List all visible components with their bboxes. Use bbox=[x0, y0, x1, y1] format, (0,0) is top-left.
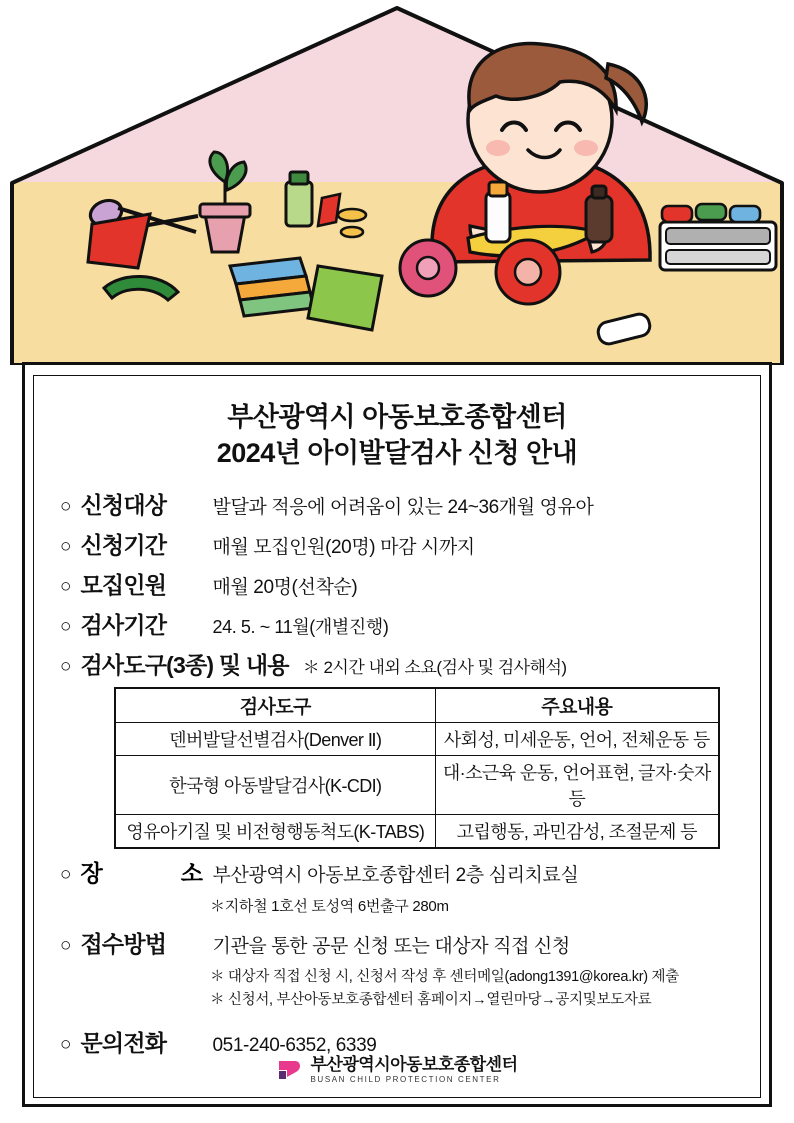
test-tools-table bbox=[114, 687, 720, 849]
flower-craft-icon bbox=[400, 240, 456, 296]
label-place-right: 소 bbox=[180, 860, 203, 887]
stacked-paper-icon bbox=[230, 258, 314, 316]
value-capacity: 매월 20명(선착순) bbox=[212, 577, 358, 599]
row-capacity bbox=[60, 567, 734, 600]
col-header-tool: 검사도구 bbox=[115, 688, 435, 723]
label-place bbox=[80, 855, 202, 888]
circle-bullet-icon: ○ bbox=[60, 656, 72, 678]
illustration-header bbox=[0, 0, 794, 365]
note-place-directions: ＊지하철 1호선 토성역 6번출구 280m bbox=[210, 898, 449, 916]
center-logo bbox=[34, 1056, 760, 1085]
label-capacity: 모집인원 bbox=[80, 572, 167, 599]
cell-tool: 한국형 아동발달검사(K-CDI) bbox=[115, 756, 435, 815]
wall-shape bbox=[14, 8, 780, 186]
info-card bbox=[22, 362, 772, 1107]
value-apply-method: 기관을 통한 공문 신청 또는 대상자 직접 신청 bbox=[212, 936, 570, 958]
flower-craft-icon-2 bbox=[496, 240, 560, 304]
circle-bullet-icon: ○ bbox=[60, 864, 72, 886]
row-place bbox=[60, 855, 734, 888]
circle-bullet-icon: ○ bbox=[60, 935, 72, 957]
logo-mark-icon bbox=[277, 1059, 303, 1081]
detail-rows bbox=[54, 487, 740, 1058]
row-apply-period bbox=[60, 527, 734, 560]
table-row bbox=[115, 723, 719, 756]
cell-content: 사회성, 미세운동, 언어, 전체운동 등 bbox=[435, 723, 719, 756]
title-line-1: 부산광역시 아동보호종합센터 bbox=[227, 402, 567, 432]
circle-bullet-icon: ○ bbox=[60, 496, 72, 518]
logo-name-english: BUSAN CHILD PROTECTION CENTER bbox=[310, 1075, 501, 1085]
row-test-period bbox=[60, 607, 734, 640]
cell-content: 고립행동, 과민감성, 조절문제 등 bbox=[435, 815, 719, 849]
col-header-content: 주요내용 bbox=[435, 688, 719, 723]
row-apply-method bbox=[60, 926, 734, 959]
label-contact: 문의전화 bbox=[80, 1030, 167, 1057]
row-test-tools bbox=[60, 647, 734, 680]
table-header-row bbox=[115, 688, 719, 723]
cell-tool: 덴버발달선별검사(Denver Ⅱ) bbox=[115, 723, 435, 756]
note-apply-1: ＊ 대상자 직접 신청 시, 신청서 작성 후 센터메일(adong1391@korea.kr) 제출 bbox=[210, 969, 679, 986]
value-place: 부산광역시 아동보호종합센터 2층 심리치료실 bbox=[212, 865, 579, 887]
paper-sheets-icon bbox=[88, 214, 150, 268]
label-apply-period: 신청기간 bbox=[80, 532, 167, 559]
cell-content: 대·소근육 운동, 언어표현, 글자·숫자 등 bbox=[435, 756, 719, 815]
table-row bbox=[115, 756, 719, 815]
label-apply-method: 접수방법 bbox=[80, 931, 167, 958]
red-strip-icon bbox=[318, 194, 340, 226]
test-tools-table-wrapper bbox=[114, 687, 720, 849]
table-row bbox=[115, 815, 719, 849]
value-apply-target: 발달과 적응에 어려움이 있는 24~36개월 영유아 bbox=[212, 497, 594, 519]
logo-text-block bbox=[311, 1056, 518, 1085]
row-apply-target bbox=[60, 487, 734, 520]
page-title bbox=[54, 400, 740, 471]
row-contact bbox=[60, 1025, 734, 1058]
cell-tool: 영유아기질 및 비전형행동척도(K-TABS) bbox=[115, 815, 435, 849]
value-contact: 051-240-6352, 6339 bbox=[212, 1035, 377, 1057]
label-place-left: 장 bbox=[80, 860, 103, 887]
green-square-paper-icon bbox=[308, 266, 382, 330]
label-test-tools: 검사도구(3종) 및 내용 bbox=[80, 652, 289, 679]
label-apply-target: 신청대상 bbox=[80, 492, 167, 519]
title-line-2: 2024년 아이발달검사 신청 안내 bbox=[216, 437, 578, 468]
value-apply-period: 매월 모집인원(20명) 마감 시까지 bbox=[212, 537, 475, 559]
circle-bullet-icon: ○ bbox=[60, 616, 72, 638]
note-test-duration: ＊ 2시간 내외 소요(검사 및 검사해석) bbox=[302, 658, 567, 678]
glue-jar-icon bbox=[286, 172, 312, 226]
note-apply-2: ＊ 신청서, 부산아동보호종합센터 홈페이지→열린마당→공지및보도자료 bbox=[210, 991, 652, 1008]
crayon-box-icon bbox=[660, 204, 776, 270]
circle-bullet-icon: ○ bbox=[60, 1034, 72, 1056]
value-test-period: 24. 5. ~ 11월(개별진행) bbox=[212, 617, 389, 638]
circle-bullet-icon: ○ bbox=[60, 576, 72, 598]
circle-bullet-icon: ○ bbox=[60, 536, 72, 558]
glue-stick-icon bbox=[486, 182, 510, 242]
label-test-period: 검사기간 bbox=[80, 612, 167, 639]
logo-name: 부산광역시아동보호종합센터 bbox=[310, 1054, 518, 1074]
